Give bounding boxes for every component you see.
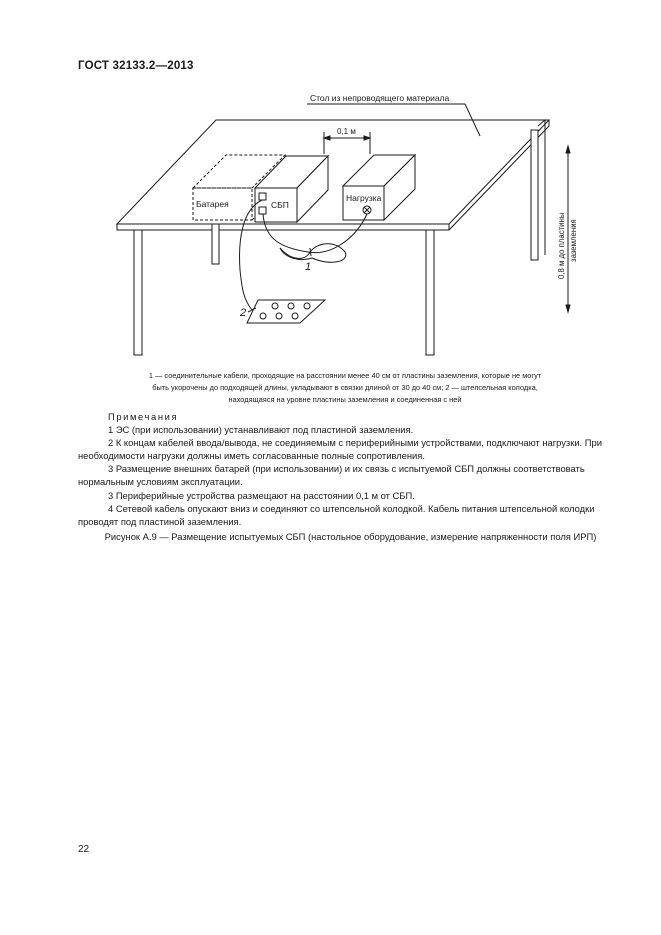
table-label: Стол из непроводящего материала: [310, 93, 450, 103]
document-header: ГОСТ 32133.2—2013: [78, 60, 194, 72]
note-2: 2 К концам кабелей ввода/вывода, не соединяемым с периферийными устройствами, подключают нагрузки. При необходимости нагрузки должны иметь согласованные полные сопротивления.: [78, 437, 602, 462]
tabletop: [117, 120, 549, 224]
distance-label: 0,1 м: [337, 127, 356, 136]
table-leg-back-right: [531, 130, 538, 260]
figure-legend: [100, 370, 590, 406]
callout-1: 1: [305, 261, 312, 273]
table-leg-front-left: [134, 230, 142, 355]
legend-line: находящаяся на уровне пластины заземления и соединенная с ней: [228, 395, 462, 404]
page-number: 22: [78, 844, 90, 855]
figure-caption: Рисунок А.9 — Размещение испытуемых СБП (настольное оборудование, измерение напряженности поля ИРП): [104, 531, 597, 542]
note-3: 3 Размещение внешних батарей (при использовании) и их связь с испытуемой СБП должны соответствовать нормальным условиям эксплуатации.: [78, 463, 585, 488]
load-label: Нагрузка: [346, 193, 382, 203]
legend-line: быть укорочены до подходящей длины, укладывают в связки длиной от 30 до 40 см; 2 — штепсельная колодка,: [152, 383, 538, 392]
note-3b: 3 Периферийные устройства размещают на расстоянии 0,1 м от СБП.: [108, 489, 415, 501]
note-1: 1 ЭС (при использовании) устанавливают под пластиной заземления.: [108, 424, 414, 436]
table-leg-front-right: [426, 230, 434, 355]
callout-2: 2: [240, 307, 247, 319]
notes-section: [78, 410, 618, 528]
callout-1-leader: [310, 248, 311, 256]
note-4: 4 Сетевой кабель опускают вниз и соединяют со штепсельной колодкой. Кабель питания штепсельной колодки проводят под пластиной заземления.: [78, 502, 595, 527]
height-label-line1: 0,8 м до пластины: [557, 212, 566, 279]
battery-label: Батарея: [196, 199, 229, 209]
socket-strip: [247, 300, 325, 323]
notes-title: Примечания: [108, 411, 179, 422]
table-leg-back-left: [212, 224, 219, 264]
ups-label: СБП: [271, 200, 289, 210]
legend-line: 1 — соединительные кабели, проходящие на расстоянии менее 40 см от пластины заземления, которые не могут: [148, 371, 542, 380]
height-label-line2: заземления: [569, 219, 578, 262]
tabletop-edge: [117, 224, 449, 230]
